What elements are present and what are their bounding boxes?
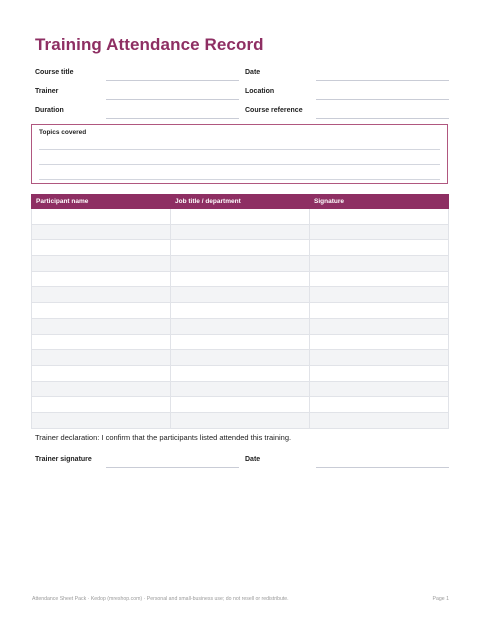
signoff-date-label: Date xyxy=(245,456,261,463)
signature-cell[interactable] xyxy=(310,256,449,272)
signature-cell[interactable] xyxy=(310,287,449,303)
participant-name-cell[interactable] xyxy=(32,271,171,287)
participant-name-cell[interactable] xyxy=(32,256,171,272)
job-title-cell[interactable] xyxy=(171,224,310,240)
participant-name-cell[interactable] xyxy=(32,318,171,334)
table-row xyxy=(32,412,449,428)
course-reference-field[interactable] xyxy=(316,118,449,119)
signature-cell[interactable] xyxy=(310,240,449,256)
page-title: Training Attendance Record xyxy=(35,35,264,54)
table-row xyxy=(32,287,449,303)
table-row xyxy=(32,303,449,319)
course-title-field[interactable] xyxy=(106,80,239,81)
topics-line[interactable] xyxy=(39,149,440,150)
page-number: Page 1 xyxy=(432,596,449,602)
table-row xyxy=(32,256,449,272)
signature-cell[interactable] xyxy=(310,303,449,319)
table-row xyxy=(32,318,449,334)
job-title-cell[interactable] xyxy=(171,350,310,366)
column-header-job-title: Job title / department xyxy=(171,195,310,209)
attendance-table xyxy=(31,194,449,429)
participant-name-cell[interactable] xyxy=(32,209,171,225)
signature-cell[interactable] xyxy=(310,412,449,428)
duration-label: Duration xyxy=(35,107,64,114)
table-row xyxy=(32,350,449,366)
trainer-declaration: Trainer declaration: I confirm that the participants listed attended this training. xyxy=(35,433,292,442)
signature-cell[interactable] xyxy=(310,318,449,334)
table-row xyxy=(32,397,449,413)
topics-covered-box[interactable] xyxy=(31,124,448,184)
signoff-date-field[interactable] xyxy=(316,467,449,468)
job-title-cell[interactable] xyxy=(171,397,310,413)
job-title-cell[interactable] xyxy=(171,334,310,350)
participant-name-cell[interactable] xyxy=(32,381,171,397)
signature-cell[interactable] xyxy=(310,365,449,381)
table-row xyxy=(32,365,449,381)
participant-name-cell[interactable] xyxy=(32,397,171,413)
job-title-cell[interactable] xyxy=(171,365,310,381)
table-row xyxy=(32,209,449,225)
participant-name-cell[interactable] xyxy=(32,412,171,428)
signature-cell[interactable] xyxy=(310,350,449,366)
job-title-cell[interactable] xyxy=(171,209,310,225)
course-reference-label: Course reference xyxy=(245,107,303,114)
signature-cell[interactable] xyxy=(310,209,449,225)
signature-cell[interactable] xyxy=(310,271,449,287)
table-row xyxy=(32,224,449,240)
footer-notice: Attendance Sheet Pack · Kedop (mreshop.com) · Personal and small-business use; do not resell or redistribute. xyxy=(32,596,289,602)
participant-name-cell[interactable] xyxy=(32,365,171,381)
trainer-label: Trainer xyxy=(35,88,59,95)
column-header-participant-name: Participant name xyxy=(32,195,171,209)
table-row xyxy=(32,240,449,256)
job-title-cell[interactable] xyxy=(171,287,310,303)
topics-line[interactable] xyxy=(39,164,440,165)
table-row xyxy=(32,381,449,397)
trainer-signature-field[interactable] xyxy=(106,467,239,468)
participant-name-cell[interactable] xyxy=(32,350,171,366)
location-field[interactable] xyxy=(316,99,449,100)
location-label: Location xyxy=(245,88,275,95)
job-title-cell[interactable] xyxy=(171,256,310,272)
trainer-signature-label: Trainer signature xyxy=(35,456,92,463)
participant-name-cell[interactable] xyxy=(32,303,171,319)
participant-name-cell[interactable] xyxy=(32,240,171,256)
signature-cell[interactable] xyxy=(310,334,449,350)
course-title-label: Course title xyxy=(35,69,74,76)
table-header-row xyxy=(32,195,449,209)
job-title-cell[interactable] xyxy=(171,381,310,397)
participant-name-cell[interactable] xyxy=(32,224,171,240)
job-title-cell[interactable] xyxy=(171,240,310,256)
trainer-field[interactable] xyxy=(106,99,239,100)
signature-cell[interactable] xyxy=(310,397,449,413)
signature-cell[interactable] xyxy=(310,224,449,240)
participant-name-cell[interactable] xyxy=(32,334,171,350)
table-row xyxy=(32,334,449,350)
table-row xyxy=(32,271,449,287)
job-title-cell[interactable] xyxy=(171,303,310,319)
job-title-cell[interactable] xyxy=(171,412,310,428)
job-title-cell[interactable] xyxy=(171,318,310,334)
topics-covered-label: Topics covered xyxy=(39,129,87,136)
job-title-cell[interactable] xyxy=(171,271,310,287)
signature-cell[interactable] xyxy=(310,381,449,397)
topics-line[interactable] xyxy=(39,179,440,180)
duration-field[interactable] xyxy=(106,118,239,119)
date-label: Date xyxy=(245,69,261,76)
column-header-signature: Signature xyxy=(310,195,449,209)
date-field[interactable] xyxy=(316,80,449,81)
participant-name-cell[interactable] xyxy=(32,287,171,303)
attendance-table-body xyxy=(32,209,449,429)
